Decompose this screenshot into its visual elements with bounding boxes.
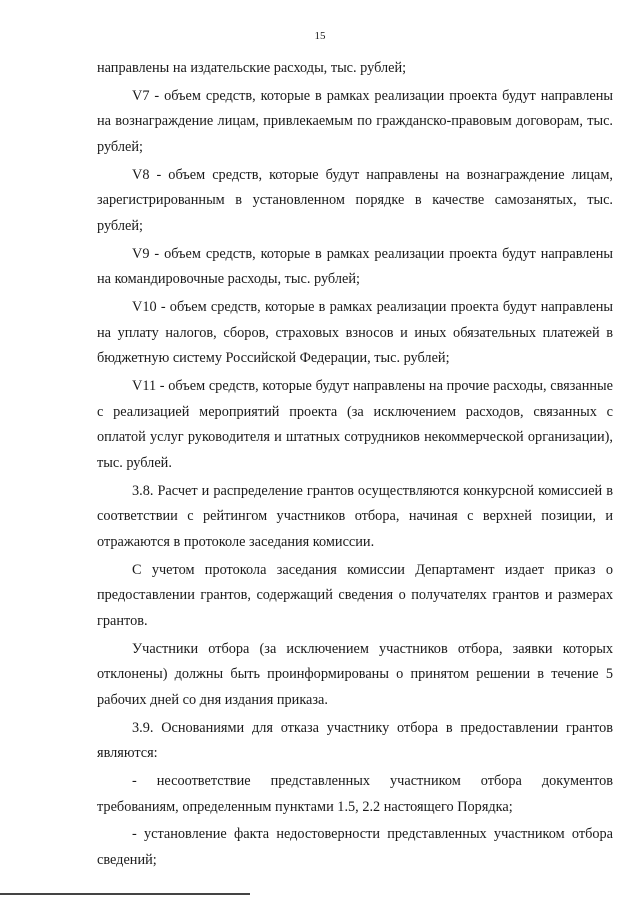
paragraph-inform: Участники отбора (за исключением участников отбора, заявки которых отклонены) должны быть проинформированы о принятом решении в течение 5 рабочих дней со дня издания приказа. bbox=[97, 640, 613, 708]
paragraph-v8: V8 - объем средств, которые будут направлены на вознаграждение лицам, зарегистрированным в установленном порядке в качестве самозанятых, тыс. рублей; bbox=[97, 166, 613, 234]
list-item-unreliable: - установление факта недостоверности представленных участником отбора сведений; bbox=[97, 826, 613, 868]
paragraph-v11: V11 - объем средств, которые будут направлены на прочие расходы, связанные с реализацией мероприятий проекта (за исключением расходов, связанных с оплатой услуг руководителя и штатных сотрудников некоммерческой организации), тыс. рублей. bbox=[97, 378, 613, 471]
paragraph-v9: V9 - объем средств, которые в рамках реализации проекта будут направлены на командировочные расходы, тыс. рублей; bbox=[97, 245, 613, 288]
paragraph-v10: V10 - объем средств, которые в рамках реализации проекта будут направлены на уплату налогов, сборов, страховых взносов и иных обязательных платежей в бюджетную систему Российской Федерации, тыс. рублей; bbox=[97, 299, 613, 367]
paragraph-order: С учетом протокола заседания комиссии Департамент издает приказ о предоставлении грантов, содержащий сведения о получателях грантов и размерах грантов. bbox=[97, 561, 613, 629]
page-number: 15 bbox=[314, 30, 326, 42]
paragraph-3-8: 3.8. Расчет и распределение грантов осуществляются конкурсной комиссией в соответствии с рейтингом участников отбора, начиная с верхней позиции, и отражаются в протоколе заседания комиссии. bbox=[97, 482, 613, 550]
paragraph-continuation: направлены на издательские расходы, тыс. рублей; bbox=[97, 60, 407, 76]
paragraph-3-9: 3.9. Основаниями для отказа участнику отбора в предоставлении грантов являются: bbox=[97, 719, 613, 762]
document-body bbox=[97, 56, 613, 876]
footer-rule bbox=[0, 893, 250, 895]
list-item-mismatch: - несоответствие представленных участником отбора документов требованиям, определенным пунктами 1.5, 2.2 настоящего Порядка; bbox=[97, 772, 613, 815]
paragraph-v7: V7 - объем средств, которые в рамках реализации проекта будут направлены на вознаграждение лицам, привлекаемым по гражданско-правовым договорам, тыс. рублей; bbox=[97, 87, 613, 155]
